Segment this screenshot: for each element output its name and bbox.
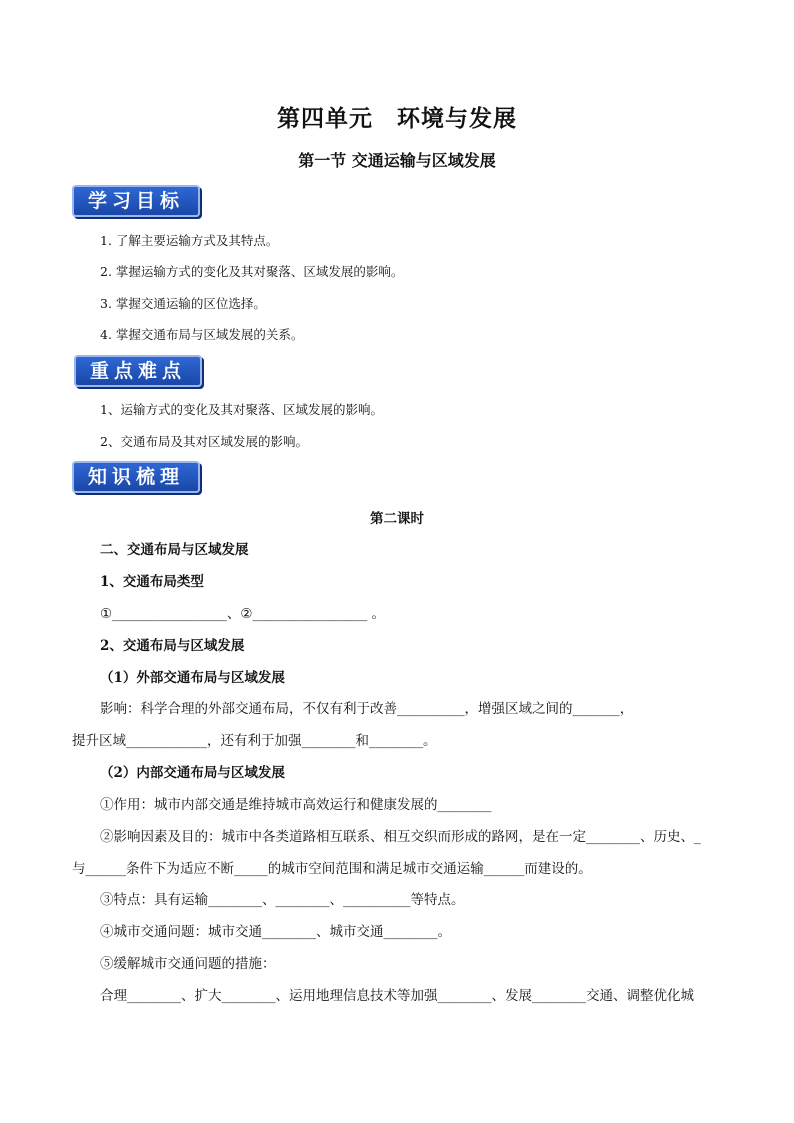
internal-item-2b: 与______条件下为适应不断_____的城市空间范围和满足城市交通运输______而建设的。 (72, 861, 592, 877)
layout-types-blanks: ①_________________、②_________________ 。 (100, 606, 385, 622)
key-point-item: 2、交通布局及其对区域发展的影响。 (100, 434, 308, 449)
badge-key-points: 重点难点 (74, 355, 202, 387)
key-point-item: 1、运输方式的变化及其对聚落、区域发展的影响。 (100, 402, 383, 417)
objective-item: 3. 掌握交通运输的区位选择。 (100, 296, 266, 311)
heading-internal: （2）内部交通布局与区域发展 (100, 765, 285, 781)
internal-item-2a: ②影响因素及目的：城市中各类道路相互联系、相互交织而形成的路网，是在一定________、历史、_ (100, 829, 701, 845)
internal-item-3: ③特点：具有运输________、________、__________等特点。 (100, 892, 465, 908)
heading-layout-types: 1、交通布局类型 (100, 574, 204, 590)
heading-layout-region: 2、交通布局与区域发展 (100, 638, 245, 654)
unit-title: 第四单元 环境与发展 (277, 105, 517, 132)
objective-item: 2. 掌握运输方式的变化及其对聚落、区域发展的影响。 (100, 264, 404, 279)
badge-knowledge-review: 知识梳理 (72, 461, 200, 493)
objective-item: 4. 掌握交通布局与区域发展的关系。 (100, 327, 304, 342)
internal-item-1: ①作用：城市内部交通是维持城市高效运行和健康发展的________ (100, 797, 492, 813)
objective-item: 1. 了解主要运输方式及其特点。 (100, 233, 279, 248)
section-title: 第一节 交通运输与区域发展 (298, 151, 496, 170)
internal-item-5b: 合理________、扩大________、运用地理信息技术等加强________、发展________交通、调整优化城 (100, 988, 694, 1004)
internal-item-4: ④城市交通问题：城市交通________、城市交通________。 (100, 924, 451, 940)
heading-external: （1）外部交通布局与区域发展 (100, 670, 285, 686)
badge-learning-objectives: 学习目标 (72, 185, 200, 217)
internal-item-5: ⑤缓解城市交通问题的措施： (100, 956, 276, 972)
external-line-2: 提升区域____________，还有利于加强________和________。 (72, 733, 437, 749)
lesson-label: 第二课时 (370, 511, 424, 527)
external-line-1: 影响：科学合理的外部交通布局，不仅有利于改善__________，增强区域之间的_______， (100, 701, 634, 717)
heading-section-2: 二、交通布局与区域发展 (100, 542, 249, 558)
